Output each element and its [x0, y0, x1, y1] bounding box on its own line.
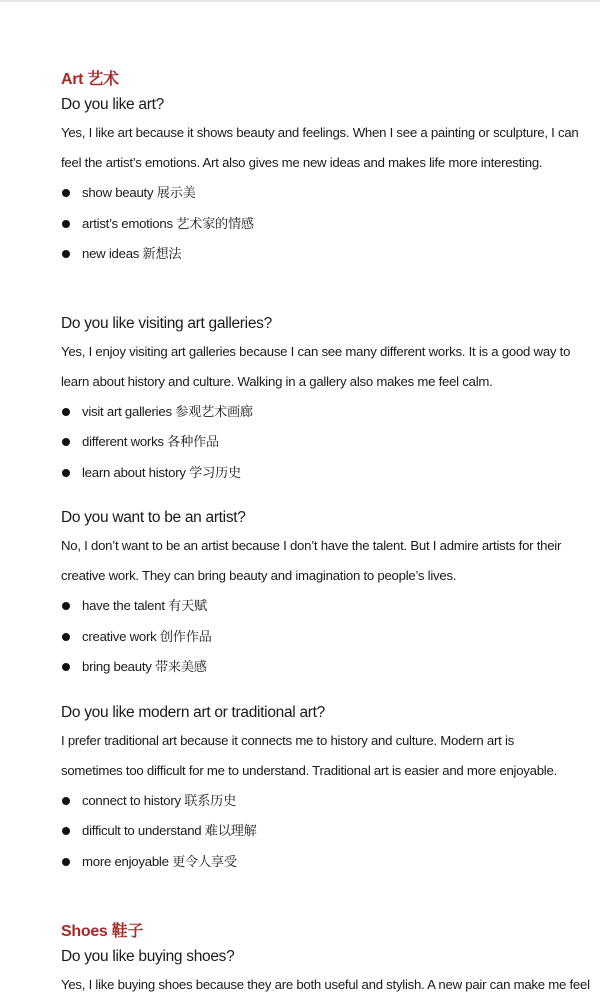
bullet-dot-icon [62, 633, 70, 641]
answer-line: Yes, I like buying shoes because they are both useful and stylish. A new pair can make me feel [61, 977, 590, 992]
list-item: have the talent 有天赋 [61, 591, 561, 622]
qa-block-modern-traditional [61, 700, 561, 878]
vocab-list [61, 786, 561, 878]
list-item: difficult to understand 难以理解 [61, 816, 561, 847]
list-item: different works 各种作品 [61, 427, 561, 458]
section-title-art: Art 艺术 [61, 71, 119, 88]
list-item: artist’s emotions 艺术家的情感 [61, 209, 561, 240]
bullet-dot-icon [62, 663, 70, 671]
vocab-list [61, 397, 561, 489]
bullet-dot-icon [62, 827, 70, 835]
question: Do you like visiting art galleries? [61, 314, 272, 332]
list-item: creative work 创作作品 [61, 622, 561, 653]
bullet-dot-icon [62, 797, 70, 805]
bullet-dot-icon [62, 602, 70, 610]
bullet-dot-icon [62, 250, 70, 258]
answer-line: Yes, I enjoy visiting art galleries because I can see many different works. It is a good way to [61, 343, 571, 359]
list-item: learn about history 学习历史 [61, 458, 561, 489]
list-item: more enjoyable 更令人享受 [61, 847, 561, 878]
qa-block-buying-shoes [61, 944, 590, 1000]
answer-line: Yes, I like art because it shows beauty and feelings. When I see a painting or sculpture, I can [61, 125, 579, 140]
list-item: bring beauty 带来美感 [61, 652, 561, 683]
top-border [0, 0, 600, 2]
answer-line: sometimes too difficult for me to understand. Traditional art is easier and more enjoyable. [61, 762, 557, 778]
answer-line: No, I don’t want to be an artist because I don’t have the talent. But I admire artists for their [61, 538, 562, 553]
bullet-dot-icon [62, 438, 70, 446]
answer-line: I prefer traditional art because it connects me to history and culture. Modern art is [61, 732, 514, 748]
qa-block-like-art [61, 92, 579, 270]
list-item: show beauty 展示美 [61, 178, 561, 209]
section-title-shoes: Shoes 鞋子 [61, 923, 144, 940]
list-item: new ideas 新想法 [61, 239, 561, 270]
vocab-list [61, 178, 561, 270]
qa-block-galleries [61, 311, 571, 489]
question: Do you like modern art or traditional art? [61, 703, 325, 721]
question: Do you like buying shoes? [61, 948, 235, 965]
bullet-dot-icon [62, 469, 70, 477]
question: Do you want to be an artist? [61, 509, 246, 526]
list-item: visit art galleries 参观艺术画廊 [61, 397, 561, 428]
vocab-list [61, 591, 561, 683]
document-page [61, 68, 590, 1000]
answer-line: feel the artist’s emotions. Art also gives me new ideas and makes life more interesting. [61, 155, 543, 170]
question: Do you like art? [61, 96, 164, 113]
answer-line: creative work. They can bring beauty and imagination to people’s lives. [61, 568, 457, 583]
bullet-dot-icon [62, 408, 70, 416]
bullet-dot-icon [62, 189, 70, 197]
list-item: connect to history 联系历史 [61, 786, 561, 817]
answer-line: learn about history and culture. Walking in a gallery also makes me feel calm. [61, 373, 493, 389]
bullet-dot-icon [62, 220, 70, 228]
qa-block-artist [61, 505, 561, 683]
bullet-dot-icon [62, 858, 70, 866]
